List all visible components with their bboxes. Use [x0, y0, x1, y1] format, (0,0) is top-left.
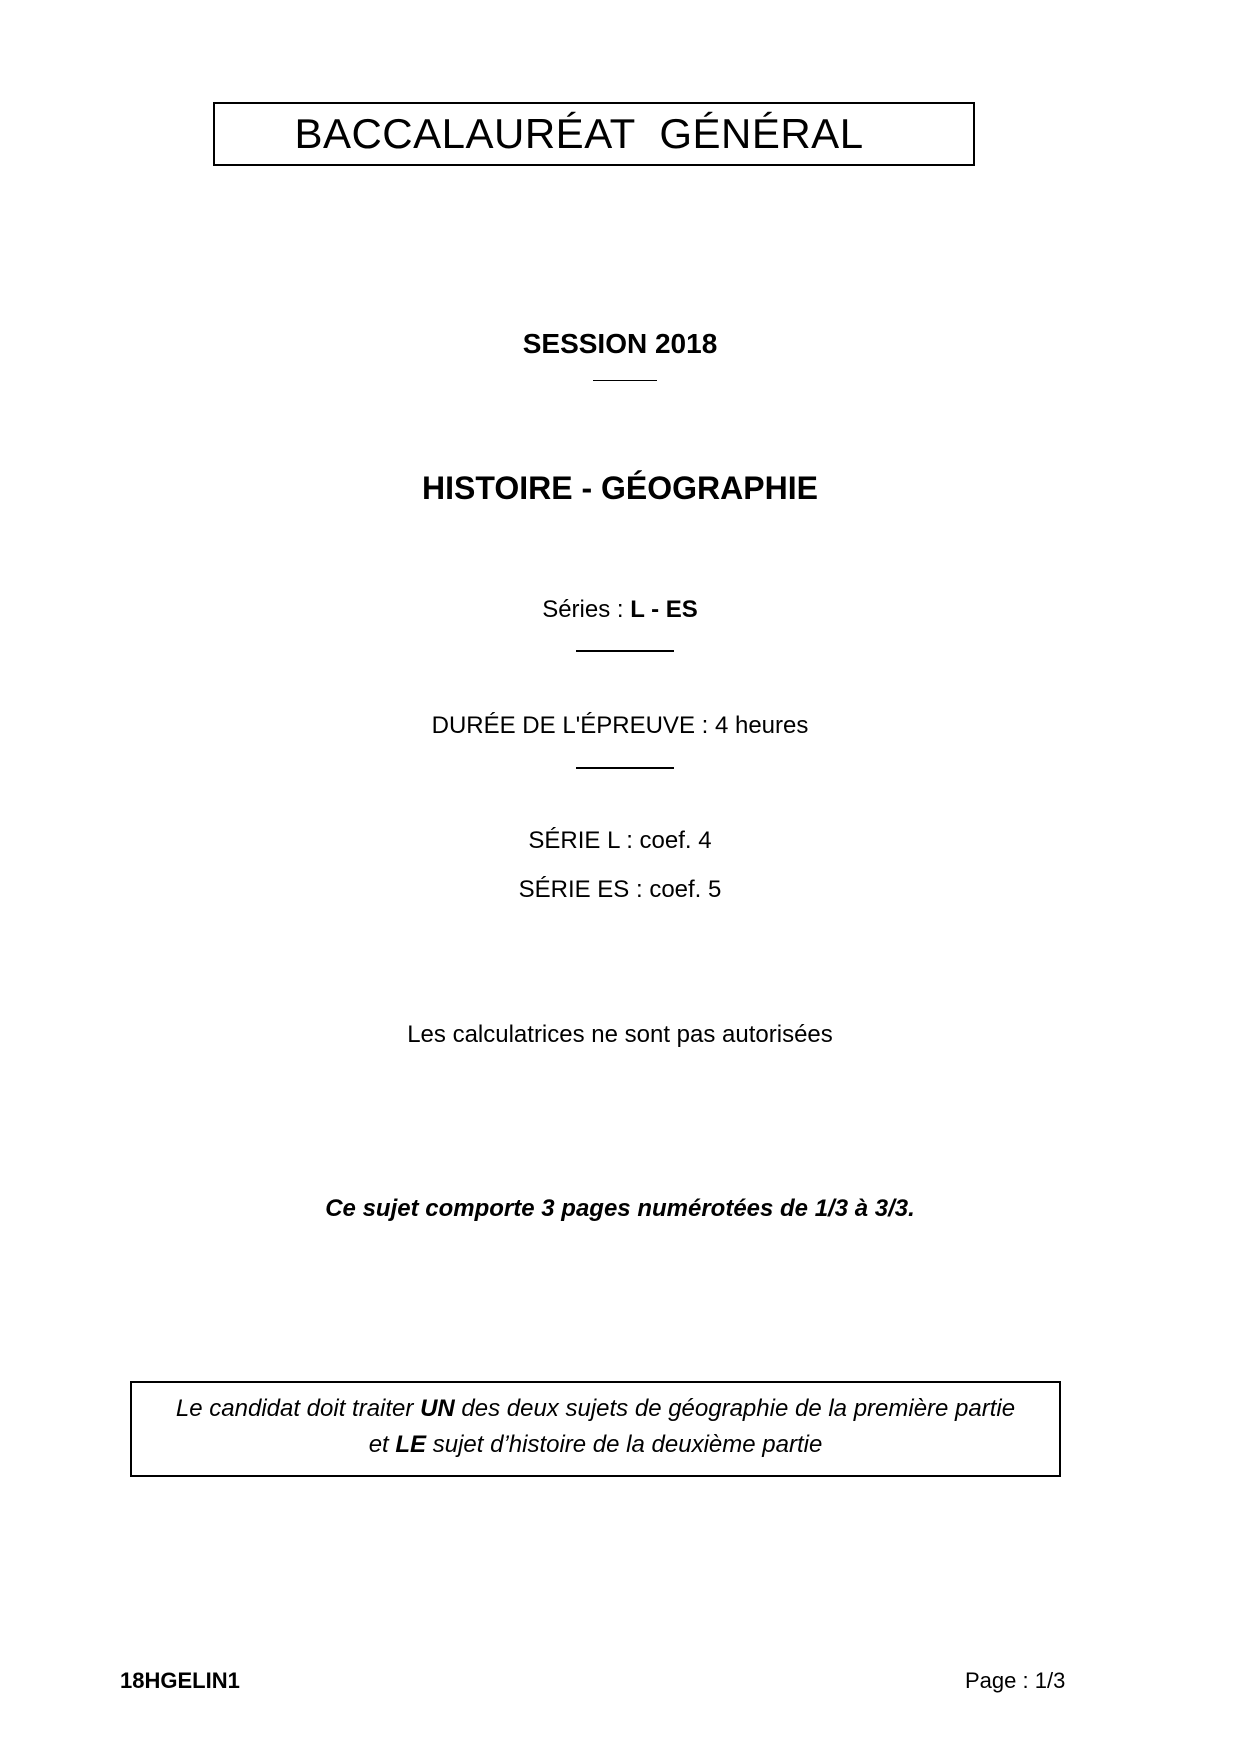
series-line — [0, 596, 1240, 624]
series-value: L - ES — [630, 596, 698, 623]
document-code: 18HGELIN1 — [120, 1668, 240, 1693]
session-divider — [593, 380, 657, 381]
instructions-emphasis: UN — [420, 1395, 455, 1422]
instructions-text: sujet d’histoire de la deuxième partie — [426, 1431, 823, 1458]
document-title: BACCALAURÉAT GÉNÉRAL — [294, 110, 864, 157]
duration-divider — [576, 767, 674, 769]
subject-heading: HISTOIRE - GÉOGRAPHIE — [422, 470, 818, 506]
coefficient-serie-es: SÉRIE ES : coef. 5 — [518, 876, 722, 903]
instructions-line-2 — [132, 1427, 1059, 1463]
session-heading: SESSION 2018 — [522, 328, 718, 359]
instructions-text: des deux sujets de géographie de la première partie — [454, 1395, 1016, 1422]
instructions-emphasis: LE — [395, 1431, 427, 1458]
title-box — [213, 102, 975, 166]
instructions-text: et — [368, 1431, 396, 1458]
instructions-line-1 — [132, 1391, 1059, 1427]
series-label: Séries : — [542, 596, 631, 623]
coefficient-serie-l: SÉRIE L : coef. 4 — [528, 827, 712, 854]
instructions-box — [130, 1381, 1061, 1477]
series-divider — [576, 650, 674, 652]
calculator-notice: Les calculatrices ne sont pas autorisées — [407, 1021, 833, 1048]
instructions-text: Le candidat doit traiter — [175, 1395, 421, 1422]
page-number: Page : 1/3 — [965, 1668, 1066, 1693]
pages-notice: Ce sujet comporte 3 pages numérotées de 1/3 à 3/3. — [325, 1195, 915, 1222]
exam-duration: DURÉE DE L'ÉPREUVE : 4 heures — [431, 712, 809, 739]
